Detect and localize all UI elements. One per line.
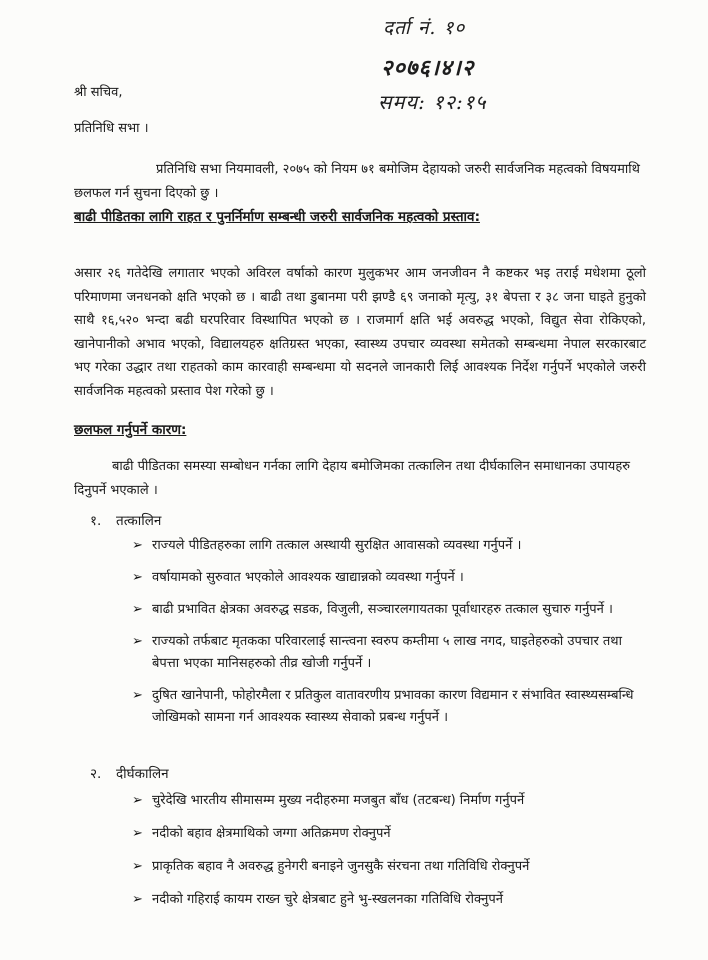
arrow-bullet-icon: ➢: [132, 892, 143, 907]
list-item-text: नदीको बहाव क्षेत्रमाथिको जग्गा अतिक्रमण रोक्नुपर्ने: [152, 826, 391, 841]
arrow-bullet-icon: ➢: [132, 793, 143, 808]
list-item: [130, 856, 640, 878]
handwritten-time: समय: १२:१५: [378, 90, 487, 114]
list-item: [130, 685, 640, 729]
list-item-text: राज्यको तर्फबाट मृतकका परिवारलाई सान्त्वना स्वरुप कम्तीमा ५ लाख नगद, घाइतेहरुको उपचार तथा बेपत्ता भएका मानिसहरुको तीव्र खोजी गर्नुपर्ने ।: [152, 634, 622, 671]
list-item-text: बाढी प्रभावित क्षेत्रका अवरुद्ध सडक, विजुली, सञ्चारलगायतका पूर्वाधारहरु तत्काल सुचारु गर्नुपर्ने ।: [152, 602, 613, 617]
intro-paragraph: प्रतिनिधि सभा नियमावली, २०७५ को नियम ७१ बमोजिम देहायको जरुरी सार्वजनिक महत्वको विषयमाथि छलफल गर्न सुचना दिएको छु ।: [74, 162, 640, 201]
arrow-bullet-icon: ➢: [132, 538, 143, 553]
list-item-text: प्राकृतिक बहाव नै अवरुद्ध हुनेगरी बनाइने जुनसुकै संरचना तथा गतिविधि रोक्नुपर्ने: [152, 859, 530, 874]
list-item: [130, 599, 640, 621]
section-number: १.: [90, 513, 102, 529]
list-item-text: चुरेदेखि भारतीय सीमासम्म मुख्य नदीहरुमा मजबुत बाँध (तटबन्ध) निर्माण गर्नुपर्ने: [152, 793, 525, 808]
longterm-measures-list: [130, 790, 640, 922]
addressee-body: प्रतिनिधि सभा ।: [74, 121, 149, 136]
handwritten-registration-number: दर्ता नं. १०: [383, 17, 466, 39]
list-item: [130, 889, 640, 911]
list-item-text: दुषित खानेपानी, फोहोरमैला र प्रतिकुल वातावरणीय प्रभावका कारण विद्यमान र संभावित स्वास्थ्यसम्बन्धि जोखिमको सामना गर्न आवश्यक स्वास्थ्य सेवाको प्रबन्ध गर्नुपर्ने ।: [152, 688, 634, 725]
section-title: तत्कालिन: [116, 513, 162, 529]
list-item: [130, 823, 640, 845]
list-item: [130, 790, 640, 812]
proposal-body: असार २६ गतेदेखि लगातार भएको अविरल वर्षाको कारण मुलुकभर आम जनजीवन नै कष्टकर भइ तराई मधेशमा ठूलो परिमाणमा जनधनको क्षति भएको छ । बाढी तथा डुबानमा परी झण्डै ६९ जनाको मृत्यु, ३१ बेपत्ता र ३८ जना घाइते हुनुको साथै १६,५२० भन्दा बढी घरपरिवार विस्थापित भएको छ । राजमार्ग क्षति भई अवरुद्ध भएको, विद्युत सेवा रोकिएको, खानेपानीको अभाव भएको, विद्यालयहरु क्षतिग्रस्त भएका, स्वास्थ्य उपचार व्यवस्था समेतको सम्बन्धमा नेपाल सरकारबाट भए गरेका उद्धार तथा राहतको काम कारवाही सम्बन्धमा यो सदनले जानकारी लिई आवश्यक निर्देश गर्नुपर्ने भएकोले जरुरी सार्वजनिक महत्वको प्रस्ताव पेश गरेको छु ।: [74, 266, 646, 399]
arrow-bullet-icon: ➢: [132, 602, 143, 617]
list-item-text: वर्षायामको सुरुवात भएकोले आवश्यक खाद्यान्नको व्यवस्था गर्नुपर्ने ।: [152, 570, 464, 585]
section-immediate-title: [90, 511, 161, 529]
list-item-text: नदीको गहिराई कायम राख्न चुरे क्षेत्रबाट हुने भु-स्खलनका गतिविधि रोक्नुपर्ने: [152, 892, 503, 907]
addressee-title: श्री सचिव,: [74, 85, 123, 100]
proposal-heading: बाढी पीडितका लागि राहत र पुनर्निर्माण सम्बन्धी जरुरी सार्वजनिक महत्वको प्रस्ताव:: [74, 209, 480, 225]
immediate-measures-list: [130, 535, 640, 739]
arrow-bullet-icon: ➢: [132, 634, 143, 649]
arrow-bullet-icon: ➢: [132, 688, 143, 703]
handwritten-date: २०७६।४।२: [381, 55, 475, 81]
section-longterm-title: [90, 764, 169, 782]
list-item-text: राज्यले पीडितहरुका लागि तत्काल अस्थायी सुरक्षित आवासको व्यवस्था गर्नुपर्ने ।: [152, 538, 522, 553]
section-title: दीर्घकालिन: [116, 766, 169, 782]
section-number: २.: [90, 766, 102, 782]
reasons-body: बाढी पीडितका समस्या सम्बोधन गर्नका लागि देहाय बमोजिमका तत्कालिन तथा दीर्घकालिन समाधानका उपायहरु दिनुपर्ने भएकाले ।: [74, 459, 631, 498]
list-item: [130, 631, 640, 675]
list-item: [130, 535, 640, 557]
arrow-bullet-icon: ➢: [132, 570, 143, 585]
reasons-heading: छलफल गर्नुपर्ने कारण:: [74, 422, 187, 438]
arrow-bullet-icon: ➢: [132, 826, 143, 841]
list-item: [130, 567, 640, 589]
arrow-bullet-icon: ➢: [132, 859, 143, 874]
